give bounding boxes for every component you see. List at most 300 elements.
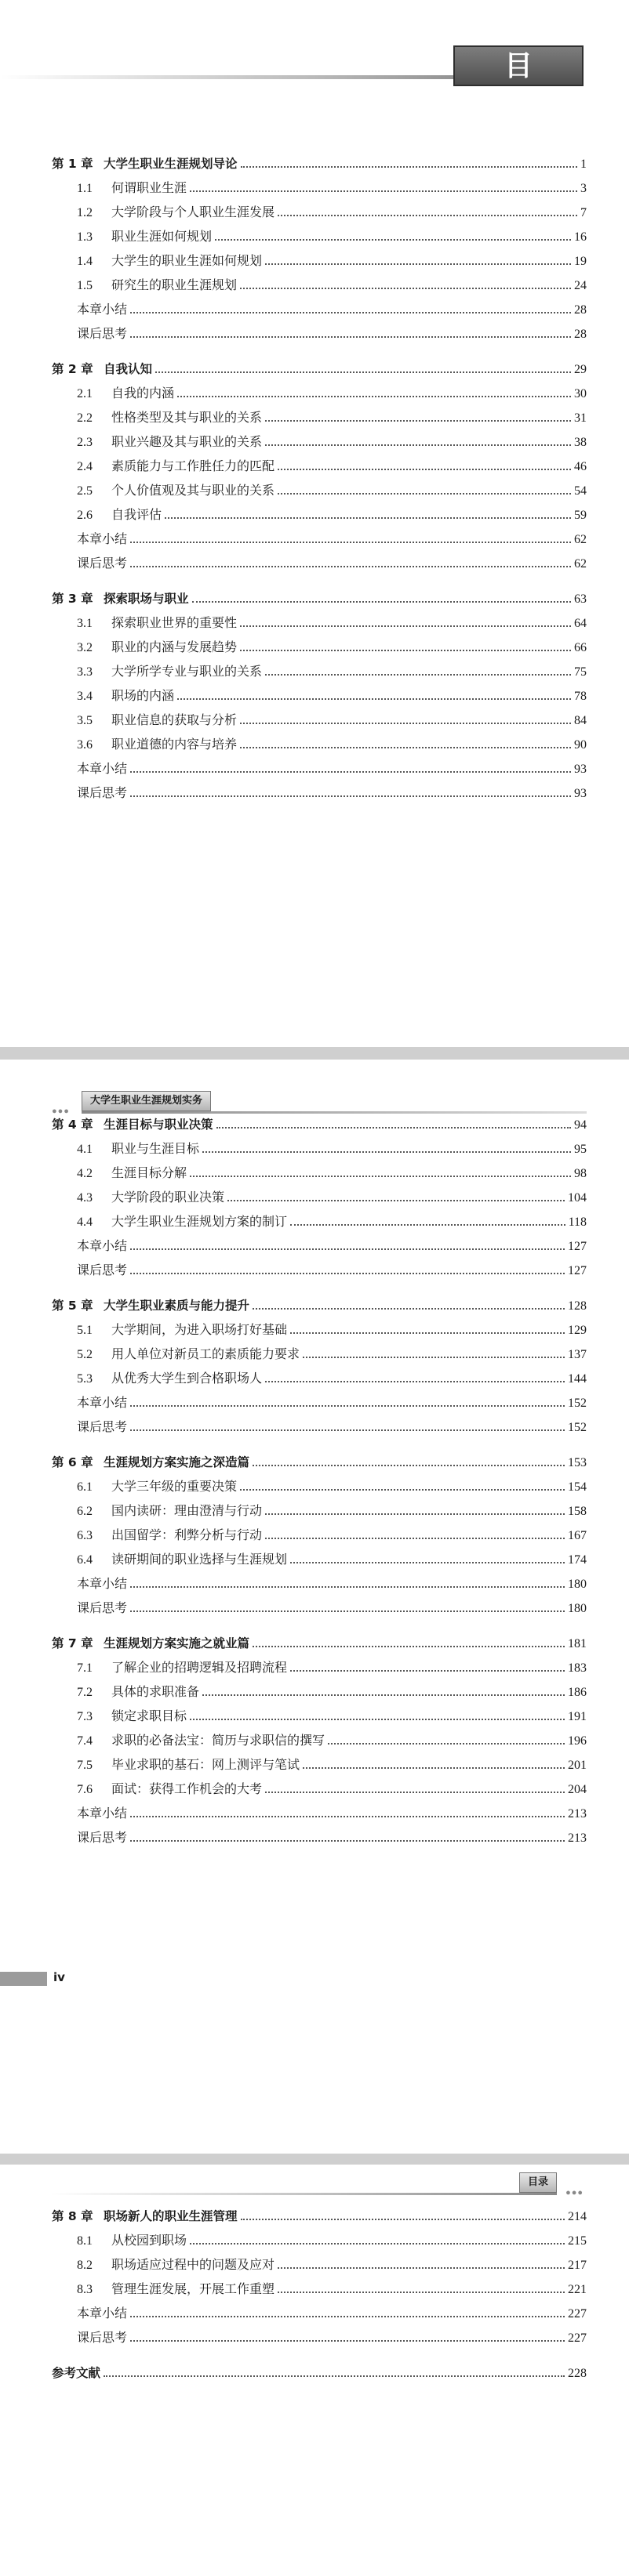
dot-leader xyxy=(278,493,571,495)
toc-list xyxy=(52,1108,587,1846)
entry-number: 2.4 xyxy=(77,460,93,473)
entry-title: 大学生职业生涯规划方案的制订 xyxy=(111,1216,288,1229)
dot-leader xyxy=(240,723,571,724)
entry-number: 第 3 章 xyxy=(52,592,93,606)
dot-leader xyxy=(290,1670,565,1672)
entry-number: 3.3 xyxy=(77,665,93,679)
entry-title: 职业的内涵与发展趋势 xyxy=(111,641,238,654)
dot-leader xyxy=(240,650,571,651)
entry-number: 7.1 xyxy=(77,1661,93,1675)
toc-section-entry xyxy=(52,2273,587,2297)
entry-number: 2.5 xyxy=(77,484,93,498)
entry-number: 6.1 xyxy=(77,1480,93,1494)
entry-title: 大学期间，为进入职场打好基础 xyxy=(111,1324,288,1337)
entry-number: 4.4 xyxy=(77,1216,93,1229)
entry-number: 3.1 xyxy=(77,617,93,630)
toc-section-entry xyxy=(52,377,587,401)
entry-page-number: 196 xyxy=(568,1734,587,1748)
entry-title: 研究生的职业生涯规划 xyxy=(111,279,238,292)
entry-page-number: 118 xyxy=(568,1216,587,1229)
entry-title: 本章小结 xyxy=(77,1397,128,1410)
dot-leader xyxy=(290,1332,565,1334)
entry-page-number: 16 xyxy=(574,230,587,244)
toc-misc-entry xyxy=(52,317,587,342)
entry-number: 7.5 xyxy=(77,1759,93,1772)
entry-title: 课后思考 xyxy=(77,557,128,571)
toc-section-entry xyxy=(52,728,587,752)
toc-section-entry xyxy=(52,401,587,426)
toc-section-entry xyxy=(52,1205,587,1230)
entry-number: 2.6 xyxy=(77,509,93,522)
entry-page-number: 90 xyxy=(574,738,587,752)
dot-leader xyxy=(265,420,571,422)
entry-number: 第 5 章 xyxy=(52,1299,93,1313)
dot-leader xyxy=(130,1840,565,1842)
entry-page-number: 66 xyxy=(574,641,587,654)
entry-number: 3.2 xyxy=(77,641,93,654)
toc-section-entry xyxy=(52,474,587,498)
dot-leader xyxy=(240,1489,565,1491)
entry-title: 探索职场与职业 xyxy=(104,592,189,606)
entry-title: 职业兴趣及其与职业的关系 xyxy=(111,436,263,449)
dot-leader xyxy=(278,2267,565,2269)
entry-title: 从校园到职场 xyxy=(111,2234,187,2248)
entry-title: 生涯目标与职业决策 xyxy=(104,1118,213,1132)
dot-leader xyxy=(130,566,571,567)
toc-chapter-entry xyxy=(52,1446,587,1470)
entry-title: 求职的必备法宝：简历与求职信的撰写 xyxy=(111,1734,325,1748)
toc-section-entry xyxy=(52,1543,587,1567)
entry-title: 本章小结 xyxy=(77,533,128,546)
entry-page-number: 228 xyxy=(568,2367,587,2380)
entry-page-number: 64 xyxy=(574,617,587,630)
entry-page-number: 174 xyxy=(568,1553,587,1567)
entry-number: 8.3 xyxy=(77,2283,93,2296)
dot-leader xyxy=(130,542,571,543)
dot-leader xyxy=(265,444,571,446)
entry-page-number: 227 xyxy=(568,2331,587,2345)
dot-leader xyxy=(130,1405,565,1407)
entry-number: 3.6 xyxy=(77,738,93,752)
entry-page-number: 93 xyxy=(574,763,587,776)
entry-title: 锁定求职目标 xyxy=(111,1710,187,1723)
dot-leader xyxy=(265,263,571,265)
entry-number: 7.4 xyxy=(77,1734,93,1748)
entry-page-number: 217 xyxy=(568,2259,587,2272)
dot-leader xyxy=(265,1792,565,1793)
entry-page-number: 7 xyxy=(580,206,587,219)
entry-page-number: 181 xyxy=(568,1637,587,1650)
toc-misc-entry xyxy=(52,777,587,801)
toc-section-entry xyxy=(52,1338,587,1362)
toc-section-entry xyxy=(52,1724,587,1748)
entry-title: 大学三年级的重要决策 xyxy=(111,1480,238,1494)
page-number: iv xyxy=(53,1970,65,1984)
entry-page-number: 191 xyxy=(568,1710,587,1723)
entry-page-number: 104 xyxy=(568,1191,587,1205)
entry-page-number: 62 xyxy=(574,557,587,571)
entry-page-number: 152 xyxy=(568,1421,587,1434)
entry-title: 生涯规划方案实施之就业篇 xyxy=(104,1636,250,1650)
toc-chapter-entry xyxy=(52,1627,587,1651)
entry-page-number: 129 xyxy=(568,1324,587,1337)
entry-page-number: 137 xyxy=(568,1348,587,1361)
entry-number: 第 4 章 xyxy=(52,1118,93,1132)
entry-number: 第 7 章 xyxy=(52,1636,93,1650)
entry-number: 5.2 xyxy=(77,1348,93,1361)
toc-page-2 xyxy=(0,1060,629,2154)
entry-number: 2.1 xyxy=(77,387,93,400)
dot-leader xyxy=(290,1562,565,1563)
entry-number: 6.4 xyxy=(77,1553,93,1567)
entry-title: 职场适应过程中的问题及应对 xyxy=(111,2259,275,2272)
entry-title: 职业生涯如何规划 xyxy=(111,230,213,244)
entry-page-number: 127 xyxy=(568,1264,587,1277)
entry-page-number: 186 xyxy=(568,1686,587,1699)
entry-title: 读研期间的职业选择与生涯规划 xyxy=(111,1553,288,1567)
entry-title: 具体的求职准备 xyxy=(111,1686,200,1699)
entry-number: 1.5 xyxy=(77,279,93,292)
entry-number: 5.1 xyxy=(77,1324,93,1337)
entry-number: 1.1 xyxy=(77,182,93,195)
dot-leader xyxy=(278,2292,565,2293)
entry-page-number: 227 xyxy=(568,2307,587,2321)
toc-misc-entry xyxy=(52,1386,587,1411)
entry-title: 职场新人的职业生涯管理 xyxy=(104,2209,238,2223)
entry-number: 5.3 xyxy=(77,1372,93,1386)
toc-chapter-entry xyxy=(52,147,587,172)
entry-title: 性格类型及其与职业的关系 xyxy=(111,411,263,425)
dot-leader xyxy=(303,1357,565,1358)
toc-section-entry xyxy=(52,1773,587,1797)
decorative-dots: ●●● xyxy=(565,2188,584,2197)
toc-misc-entry xyxy=(52,523,587,547)
entry-title: 课后思考 xyxy=(77,328,128,341)
entry-page-number: 62 xyxy=(574,533,587,546)
entry-title: 出国留学：利弊分析与行动 xyxy=(111,1529,263,1542)
dot-leader xyxy=(130,1610,565,1612)
dot-leader xyxy=(130,1429,565,1431)
entry-number: 7.3 xyxy=(77,1710,93,1723)
dot-leader xyxy=(241,2219,565,2220)
toc-misc-entry xyxy=(52,1411,587,1435)
toc-section-entry xyxy=(52,498,587,523)
toc-chapter-entry xyxy=(52,2357,587,2381)
toc-section-entry xyxy=(52,1470,587,1495)
entry-number: 1.3 xyxy=(77,230,93,244)
dot-leader xyxy=(202,1694,565,1696)
entry-page-number: 204 xyxy=(568,1783,587,1796)
entry-title: 本章小结 xyxy=(77,1240,128,1253)
entry-title: 毕业求职的基石：网上测评与笔试 xyxy=(111,1759,300,1772)
dot-leader xyxy=(177,698,571,700)
dot-leader xyxy=(265,1538,565,1539)
entry-page-number: 30 xyxy=(574,387,587,400)
toc-section-entry xyxy=(52,1651,587,1676)
toc-section-entry xyxy=(52,269,587,293)
entry-page-number: 154 xyxy=(568,1480,587,1494)
entry-title: 参考文献 xyxy=(52,2366,101,2380)
dot-leader xyxy=(278,215,577,216)
entry-title: 了解企业的招聘逻辑及招聘流程 xyxy=(111,1661,288,1675)
toc-section-entry xyxy=(52,704,587,728)
dot-leader xyxy=(190,190,577,192)
toc-section-entry xyxy=(52,1313,587,1338)
toc-section-entry xyxy=(52,2248,587,2273)
toc-section-entry xyxy=(52,1362,587,1386)
entry-number: 3.5 xyxy=(77,714,93,727)
dot-leader xyxy=(253,1646,565,1647)
toc-misc-entry xyxy=(52,2297,587,2321)
entry-page-number: 128 xyxy=(568,1299,587,1313)
toc-chapter-entry xyxy=(52,582,587,607)
dot-leader xyxy=(190,1176,571,1177)
entry-title: 自我的内涵 xyxy=(111,387,175,400)
entry-title: 何谓职业生涯 xyxy=(111,182,187,195)
entry-page-number: 180 xyxy=(568,1578,587,1591)
toc-section-entry xyxy=(52,196,587,220)
entry-title: 职业与生涯目标 xyxy=(111,1143,200,1156)
toc-section-entry xyxy=(52,1181,587,1205)
dot-leader xyxy=(130,771,571,773)
toc-section-entry xyxy=(52,1519,587,1543)
toc-section-entry xyxy=(52,631,587,655)
entry-title: 管理生涯发展，开展工作重塑 xyxy=(111,2283,275,2296)
running-head-label: 大学生职业生涯规划实务 xyxy=(82,1091,211,1111)
toc-section-entry xyxy=(52,1157,587,1181)
entry-number: 第 2 章 xyxy=(52,362,93,376)
entry-title: 面试：获得工作机会的大考 xyxy=(111,1783,263,1796)
entry-page-number: 28 xyxy=(574,328,587,341)
entry-title: 课后思考 xyxy=(77,2331,128,2345)
running-head-rule xyxy=(50,2193,557,2195)
toc-chapter-entry xyxy=(52,1289,587,1313)
toc-section-entry xyxy=(52,655,587,679)
entry-page-number: 144 xyxy=(568,1372,587,1386)
toc-section-entry xyxy=(52,220,587,245)
toc-misc-entry xyxy=(52,1797,587,1821)
dot-leader xyxy=(215,239,571,241)
toc-section-entry xyxy=(52,426,587,450)
toc-section-entry xyxy=(52,679,587,704)
entry-title: 生涯目标分解 xyxy=(111,1167,187,1180)
toc-misc-entry xyxy=(52,293,587,317)
entry-page-number: 63 xyxy=(574,592,587,606)
entry-title: 自我评估 xyxy=(111,509,162,522)
entry-page-number: 152 xyxy=(568,1397,587,1410)
entry-page-number: 19 xyxy=(574,255,587,268)
toc-misc-entry xyxy=(52,1254,587,1278)
entry-number: 第 6 章 xyxy=(52,1455,93,1469)
dot-leader xyxy=(192,601,571,603)
entry-number: 8.1 xyxy=(77,2234,93,2248)
entry-number: 1.2 xyxy=(77,206,93,219)
dot-leader xyxy=(241,166,577,168)
entry-page-number: 78 xyxy=(574,690,587,703)
entry-page-number: 29 xyxy=(574,363,587,376)
entry-page-number: 38 xyxy=(574,436,587,449)
entry-title: 生涯规划方案实施之深造篇 xyxy=(104,1455,250,1469)
dot-leader xyxy=(130,1816,565,1817)
dot-leader xyxy=(177,396,571,397)
dot-leader xyxy=(130,336,571,338)
toc-misc-entry xyxy=(52,547,587,571)
entry-number: 第 8 章 xyxy=(52,2209,93,2223)
toc-page-1 xyxy=(0,0,629,1047)
toc-section-entry xyxy=(52,172,587,196)
toc-section-entry xyxy=(52,1495,587,1519)
page-title: 目 录 xyxy=(453,45,584,86)
entry-page-number: 46 xyxy=(574,460,587,473)
dot-leader xyxy=(240,747,571,748)
dot-leader xyxy=(253,1308,565,1310)
entry-page-number: 31 xyxy=(574,411,587,425)
entry-page-number: 3 xyxy=(580,182,587,195)
entry-page-number: 167 xyxy=(568,1529,587,1542)
entry-title: 本章小结 xyxy=(77,1807,128,1821)
toc-list xyxy=(52,2200,587,2381)
entry-number: 第 1 章 xyxy=(52,157,93,171)
running-head xyxy=(489,2172,584,2196)
dot-leader xyxy=(265,1513,565,1515)
entry-page-number: 201 xyxy=(568,1759,587,1772)
entry-page-number: 213 xyxy=(568,1807,587,1821)
entry-number: 6.2 xyxy=(77,1505,93,1518)
toc-list xyxy=(52,147,587,801)
entry-page-number: 213 xyxy=(568,1831,587,1845)
entry-title: 个人价值观及其与职业的关系 xyxy=(111,484,275,498)
toc-chapter-entry xyxy=(52,2200,587,2224)
toc-misc-entry xyxy=(52,2321,587,2346)
entry-title: 国内读研：理由澄清与行动 xyxy=(111,1505,263,1518)
dot-leader xyxy=(130,1586,565,1588)
entry-number: 3.4 xyxy=(77,690,93,703)
entry-number: 4.1 xyxy=(77,1143,93,1156)
entry-title: 课后思考 xyxy=(77,1602,128,1615)
dot-leader xyxy=(253,1465,565,1466)
dot-leader xyxy=(130,2316,565,2317)
toc-section-entry xyxy=(52,245,587,269)
dot-leader xyxy=(130,2340,565,2342)
dot-leader xyxy=(130,312,571,313)
decorative-dots: ●●● xyxy=(52,1107,70,1116)
entry-page-number: 59 xyxy=(574,509,587,522)
entry-page-number: 180 xyxy=(568,1602,587,1615)
entry-number: 8.2 xyxy=(77,2259,93,2272)
toc-title-banner xyxy=(0,45,629,120)
entry-title: 大学生职业生涯规划导论 xyxy=(104,157,238,171)
entry-title: 职业道德的内容与培养 xyxy=(111,738,238,752)
entry-title: 职业信息的获取与分析 xyxy=(111,714,238,727)
entry-page-number: 94 xyxy=(574,1118,587,1132)
toc-misc-entry xyxy=(52,1821,587,1846)
entry-number: 6.3 xyxy=(77,1529,93,1542)
toc-misc-entry xyxy=(52,752,587,777)
entry-page-number: 54 xyxy=(574,484,587,498)
entry-title: 大学生职业素质与能力提升 xyxy=(104,1299,250,1313)
entry-page-number: 93 xyxy=(574,787,587,800)
dot-leader xyxy=(190,2243,565,2244)
dot-leader xyxy=(190,1719,565,1720)
dot-leader xyxy=(227,1200,565,1201)
entry-title: 从优秀大学生到合格职场人 xyxy=(111,1372,263,1386)
entry-title: 课后思考 xyxy=(77,1831,128,1845)
dot-leader xyxy=(265,1381,565,1382)
entry-page-number: 28 xyxy=(574,303,587,317)
entry-title: 课后思考 xyxy=(77,1264,128,1277)
dot-leader xyxy=(130,1248,565,1250)
entry-page-number: 75 xyxy=(574,665,587,679)
running-head-label: 目录 xyxy=(519,2172,557,2193)
toc-misc-entry xyxy=(52,1230,587,1254)
dot-leader xyxy=(240,625,571,627)
entry-title: 职场的内涵 xyxy=(111,690,175,703)
entry-number: 4.2 xyxy=(77,1167,93,1180)
entry-title: 大学阶段的职业决策 xyxy=(111,1191,225,1205)
dot-leader xyxy=(130,795,571,797)
entry-number: 7.2 xyxy=(77,1686,93,1699)
entry-page-number: 183 xyxy=(568,1661,587,1675)
entry-title: 大学阶段与个人职业生涯发展 xyxy=(111,206,275,219)
dot-leader xyxy=(155,371,571,373)
entry-page-number: 84 xyxy=(574,714,587,727)
entry-page-number: 24 xyxy=(574,279,587,292)
entry-page-number: 221 xyxy=(568,2283,587,2296)
dot-leader xyxy=(202,1151,571,1153)
entry-number: 2.3 xyxy=(77,436,93,449)
dot-leader xyxy=(165,517,571,519)
entry-number: 4.3 xyxy=(77,1191,93,1205)
entry-page-number: 214 xyxy=(568,2210,587,2223)
dot-leader xyxy=(328,1743,565,1745)
entry-title: 本章小结 xyxy=(77,1578,128,1591)
entry-title: 本章小结 xyxy=(77,763,128,776)
entry-title: 课后思考 xyxy=(77,787,128,800)
toc-section-entry xyxy=(52,2224,587,2248)
entry-page-number: 153 xyxy=(568,1456,587,1469)
entry-title: 探索职业世界的重要性 xyxy=(111,617,238,630)
entry-page-number: 215 xyxy=(568,2234,587,2248)
toc-page-3 xyxy=(0,2165,629,2576)
entry-page-number: 127 xyxy=(568,1240,587,1253)
toc-section-entry xyxy=(52,1748,587,1773)
dot-leader xyxy=(130,1273,565,1274)
dot-leader xyxy=(303,1767,565,1769)
entry-page-number: 1 xyxy=(580,158,587,171)
toc-chapter-entry xyxy=(52,1108,587,1132)
entry-number: 1.4 xyxy=(77,255,93,268)
toc-section-entry xyxy=(52,607,587,631)
entry-number: 7.6 xyxy=(77,1783,93,1796)
entry-title: 本章小结 xyxy=(77,2307,128,2321)
toc-misc-entry xyxy=(52,1567,587,1592)
entry-page-number: 95 xyxy=(574,1143,587,1156)
toc-section-entry xyxy=(52,1676,587,1700)
entry-title: 大学所学专业与职业的关系 xyxy=(111,665,263,679)
dot-leader xyxy=(278,469,571,470)
dot-leader xyxy=(265,674,571,676)
entry-title: 用人单位对新员工的素质能力要求 xyxy=(111,1348,300,1361)
dot-leader xyxy=(104,2375,565,2377)
dot-leader xyxy=(216,1127,571,1129)
entry-number: 2.2 xyxy=(77,411,93,425)
toc-misc-entry xyxy=(52,1592,587,1616)
entry-title: 课后思考 xyxy=(77,1421,128,1434)
toc-section-entry xyxy=(52,450,587,474)
toc-chapter-entry xyxy=(52,353,587,377)
entry-title: 本章小结 xyxy=(77,303,128,317)
entry-title: 自我认知 xyxy=(104,362,153,376)
